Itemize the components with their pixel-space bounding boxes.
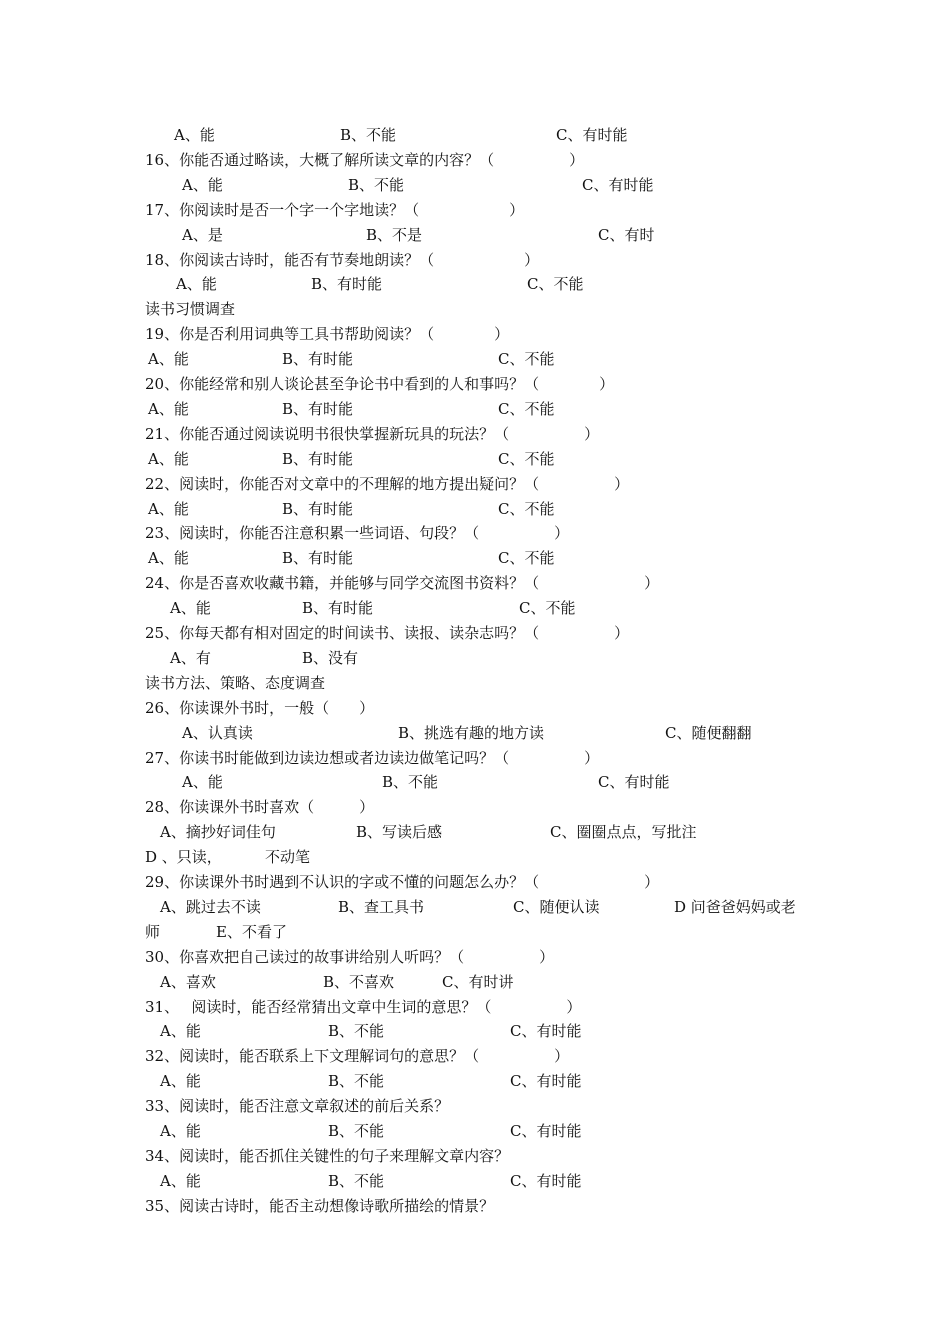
option-row — [0, 123, 950, 148]
answer-option: C、有时能 — [510, 1022, 582, 1040]
answer-option: C、不能 — [498, 400, 555, 418]
question-text: 25、你每天都有相对固定的时间读书、读报、读杂志吗？（ ） — [145, 624, 630, 642]
answer-option: D 问爸爸妈妈或老 — [674, 898, 796, 916]
answer-option: B、不能 — [328, 1072, 385, 1090]
question-text: 18、你阅读古诗时，能否有节奏地朗读？（ ） — [145, 251, 540, 269]
answer-option: A、喜欢 — [160, 973, 216, 991]
question-text: 31、 阅读时，能否经常猜出文章中生词的意思？（ ） — [145, 998, 582, 1016]
answer-option: A、能 — [148, 549, 189, 567]
answer-option: B、不能 — [328, 1172, 385, 1190]
answer-option: A、能 — [160, 1072, 201, 1090]
option-row — [0, 347, 950, 372]
question-text: 24、你是否喜欢收藏书籍，并能够与同学交流图书资料？（ ） — [145, 574, 660, 592]
question-text: 32、阅读时，能否联系上下文理解词句的意思？（ ） — [145, 1047, 570, 1065]
question-text: 29、你读课外书时遇到不认识的字或不懂的问题怎么办？（ ） — [145, 873, 660, 891]
answer-option: A、是 — [182, 226, 223, 244]
option-row — [0, 497, 950, 522]
answer-option: C、有时讲 — [442, 973, 514, 991]
option-row — [0, 596, 950, 621]
answer-option: A、能 — [176, 275, 217, 293]
answer-option: B、不是 — [366, 226, 423, 244]
answer-option: B、不能 — [382, 773, 439, 791]
question-text: 20、你能经常和别人谈论甚至争论书中看到的人和事吗？（ ） — [145, 375, 615, 393]
question-text: 27、你读书时能做到边读边想或者边读边做笔记吗？（ ） — [145, 749, 600, 767]
option-row — [0, 721, 950, 746]
answer-option: C、有时能 — [598, 773, 670, 791]
option-row — [0, 845, 950, 870]
option-row — [0, 970, 950, 995]
answer-option: A、能 — [148, 400, 189, 418]
question-text: 23、阅读时，你能否注意积累一些词语、句段？（ ） — [145, 524, 570, 542]
question-text: 16、你能否通过略读，大概了解所读文章的内容？（ ） — [145, 151, 585, 169]
answer-option: C、不能 — [519, 599, 576, 617]
answer-option: A、能 — [148, 450, 189, 468]
answer-option: A、摘抄好词佳句 — [160, 823, 276, 841]
answer-option: A、能 — [182, 176, 223, 194]
answer-option: B、不喜欢 — [323, 973, 395, 991]
answer-option: A、能 — [174, 126, 215, 144]
answer-option: B、不能 — [328, 1122, 385, 1140]
answer-option: B、有时能 — [282, 500, 354, 518]
answer-option: 师 — [145, 923, 161, 941]
answer-option: A、能 — [160, 1172, 201, 1190]
answer-option: B、不能 — [348, 176, 405, 194]
answer-option: C、有时能 — [582, 176, 654, 194]
answer-option: A、能 — [182, 773, 223, 791]
answer-option: B、没有 — [302, 649, 359, 667]
question-text: 19、你是否利用词典等工具书帮助阅读？（ ） — [145, 325, 510, 343]
option-row — [0, 1019, 950, 1044]
section-heading: 读书方法、策略、态度调查 — [145, 674, 326, 692]
option-row — [0, 447, 950, 472]
question-text: 33、阅读时，能否注意文章叙述的前后关系？ — [145, 1097, 450, 1115]
question-text: 30、你喜欢把自己读过的故事讲给别人听吗？（ ） — [145, 948, 555, 966]
answer-option: C、有时能 — [510, 1172, 582, 1190]
answer-option: A、认真读 — [182, 724, 253, 742]
answer-option: B、有时能 — [302, 599, 374, 617]
answer-option: A、有 — [170, 649, 211, 667]
answer-option: C、不能 — [498, 450, 555, 468]
answer-option: C、有时 — [598, 226, 655, 244]
question-text: 22、阅读时，你能否对文章中的不理解的地方提出疑问？（ ） — [145, 475, 630, 493]
answer-option: A、能 — [148, 350, 189, 368]
answer-option: D 、只读， — [145, 848, 222, 866]
option-row — [0, 1069, 950, 1094]
answer-option: B、挑选有趣的地方读 — [398, 724, 545, 742]
option-row — [0, 397, 950, 422]
answer-option: 不动笔 — [265, 848, 311, 866]
option-row — [0, 920, 950, 945]
option-row — [0, 1119, 950, 1144]
option-row — [0, 895, 950, 920]
answer-option: A、能 — [170, 599, 211, 617]
answer-option: B、查工具书 — [338, 898, 425, 916]
answer-option: C、不能 — [498, 350, 555, 368]
option-row — [0, 820, 950, 845]
question-text: 35、阅读古诗时，能否主动想像诗歌所描绘的情景？ — [145, 1197, 495, 1215]
answer-option: C、随便认读 — [513, 898, 600, 916]
answer-option: B、有时能 — [282, 400, 354, 418]
answer-option: B、不能 — [340, 126, 397, 144]
answer-option: C、有时能 — [556, 126, 628, 144]
answer-option: C、随便翻翻 — [665, 724, 752, 742]
answer-option: C、有时能 — [510, 1122, 582, 1140]
answer-option: B、有时能 — [282, 450, 354, 468]
answer-option: B、有时能 — [282, 350, 354, 368]
option-row — [0, 770, 950, 795]
option-row — [0, 272, 950, 297]
question-text: 34、阅读时，能否抓住关键性的句子来理解文章内容？ — [145, 1147, 510, 1165]
question-text: 17、你阅读时是否一个字一个字地读？（ ） — [145, 201, 525, 219]
answer-option: C、不能 — [498, 500, 555, 518]
answer-option: B、不能 — [328, 1022, 385, 1040]
answer-option: C、有时能 — [510, 1072, 582, 1090]
answer-option: B、写读后感 — [356, 823, 443, 841]
question-text: 28、你读课外书时喜欢（ ） — [145, 798, 375, 816]
option-row — [0, 546, 950, 571]
answer-option: E、不看了 — [216, 923, 287, 941]
option-row — [0, 1169, 950, 1194]
answer-option: A、能 — [160, 1122, 201, 1140]
answer-option: C、圈圈点点，写批注 — [550, 823, 697, 841]
option-row — [0, 646, 950, 671]
section-heading: 读书习惯调查 — [145, 300, 236, 318]
option-row — [0, 173, 950, 198]
answer-option: A、能 — [160, 1022, 201, 1040]
answer-option: C、不能 — [527, 275, 584, 293]
answer-option: C、不能 — [498, 549, 555, 567]
answer-option: B、有时能 — [282, 549, 354, 567]
answer-option: B、有时能 — [311, 275, 383, 293]
answer-option: A、跳过去不读 — [160, 898, 261, 916]
answer-option: A、能 — [148, 500, 189, 518]
question-text: 26、你读课外书时，一般（ ） — [145, 699, 375, 717]
option-row — [0, 223, 950, 248]
question-text: 21、你能否通过阅读说明书很快掌握新玩具的玩法？（ ） — [145, 425, 600, 443]
